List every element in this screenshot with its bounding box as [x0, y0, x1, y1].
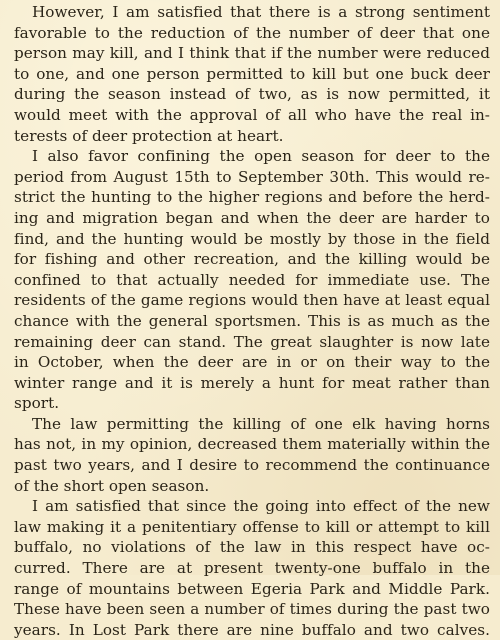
text-line: find, and the hunting would be mostly by those in the field	[14, 229, 490, 248]
text-line: range of mountains between Egeria Park and Middle Park.	[14, 579, 490, 598]
text-line: I also favor confining the open season for deer to the	[32, 147, 490, 166]
text-line: of the short open season.	[14, 476, 210, 495]
text-line: has not, in my opinion, decreased them materially within the	[14, 435, 490, 454]
text-line: sport.	[14, 394, 60, 413]
text-line: terests of deer protection at heart.	[14, 126, 284, 145]
text-line: for fishing and other recreation, and the killing would be	[14, 250, 490, 269]
text-line: residents of the game regions would then have at least equal	[14, 291, 490, 310]
text-line: in October, when the deer are in or on their way to the	[14, 353, 490, 372]
text-line: strict the hunting to the higher regions and before the herd-	[14, 188, 490, 207]
text-line: during the season instead of two, as is now permitted, it	[14, 85, 490, 104]
text-line: past two years, and I desire to recommend the continuance	[14, 456, 490, 475]
text-line: remaining deer can stand. The great slaughter is now late	[14, 332, 490, 351]
text-line: would meet with the approval of all who have the real in-	[14, 105, 490, 124]
text-line: The law permitting the killing of one elk having horns	[32, 414, 490, 433]
text-line: However, I am satisfied that there is a strong sentiment	[32, 3, 490, 21]
text-line: curred. There are at present twenty-one buffalo in the	[14, 559, 490, 578]
text-line: years. In Lost Park there are nine buffalo and two calves.	[14, 620, 490, 639]
text-line: These have been seen a number of times during the past two	[14, 600, 490, 619]
text-line: I am satisfied that since the going into effect of the new	[32, 497, 490, 516]
text-line: period from August 15th to September 30th. This would re-	[14, 167, 490, 186]
text-line: to one, and one person permitted to kill but one buck deer	[14, 64, 490, 83]
text-line: buffalo, no violations of the law in this respect have oc-	[14, 538, 490, 557]
body-text	[14, 2, 490, 640]
text-line: winter range and it is merely a hunt for meat rather than	[14, 373, 490, 392]
text-line: confined to that actually needed for immediate use. The	[14, 270, 490, 289]
text-line: law making it a penitentiary offense to kill or attempt to kill	[14, 517, 490, 536]
text-line: ing and migration began and when the deer are harder to	[14, 208, 490, 227]
text-line: favorable to the reduction of the number of deer that one	[14, 23, 490, 42]
text-line: person may kill, and I think that if the number were reduced	[14, 44, 490, 63]
text-line: chance with the general sportsmen. This is as much as the	[14, 311, 490, 330]
